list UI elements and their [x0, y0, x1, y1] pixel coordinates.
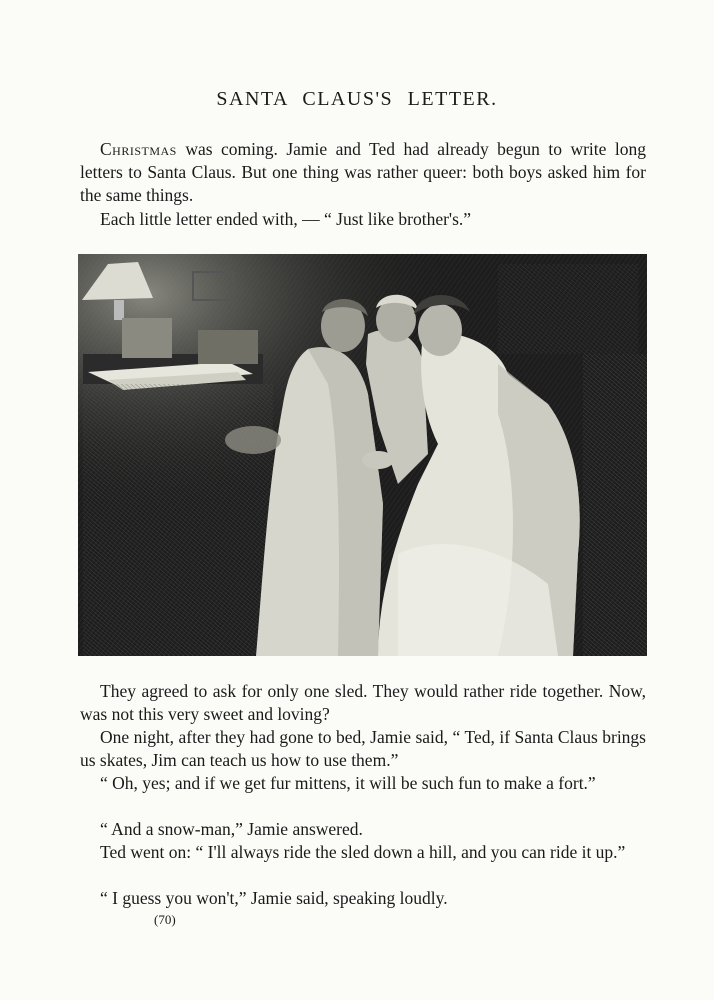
- engraving-illustration: [78, 254, 647, 656]
- paragraph-1-lead: Christmas: [100, 139, 177, 159]
- page-number: (70): [154, 912, 176, 927]
- paragraph-1-body: was coming. Jamie and Ted had already begun to write long letters to Santa Claus. But one thing was rather queer: both boys asked him for the same things.: [80, 139, 646, 205]
- paragraph-1: [80, 138, 646, 207]
- page-title: SANTA CLAUS'S LETTER.: [216, 88, 498, 110]
- paragraph-6: “ And a snow-man,” Jamie answered.: [100, 819, 363, 839]
- paragraph-2: Each little letter ended with, — “ Just like brother's.”: [100, 209, 472, 229]
- mother-and-boys-engraving: [78, 254, 647, 656]
- paragraph-7: Ted went on: “ I'll always ride the sled down a hill, and you can ride it up.”: [100, 842, 626, 862]
- paragraph-4: One night, after they had gone to bed, Jamie said, “ Ted, if Santa Claus brings us skates, Jim can teach us how to use them.”: [80, 727, 646, 770]
- paragraph-5: “ Oh, yes; and if we get fur mittens, it will be such fun to make a fort.”: [100, 773, 596, 793]
- paragraph-8: “ I guess you won't,” Jamie said, speaking loudly.: [100, 888, 448, 908]
- paragraph-3: They agreed to ask for only one sled. They would rather ride together. Now, was not this very sweet and loving?: [80, 681, 646, 724]
